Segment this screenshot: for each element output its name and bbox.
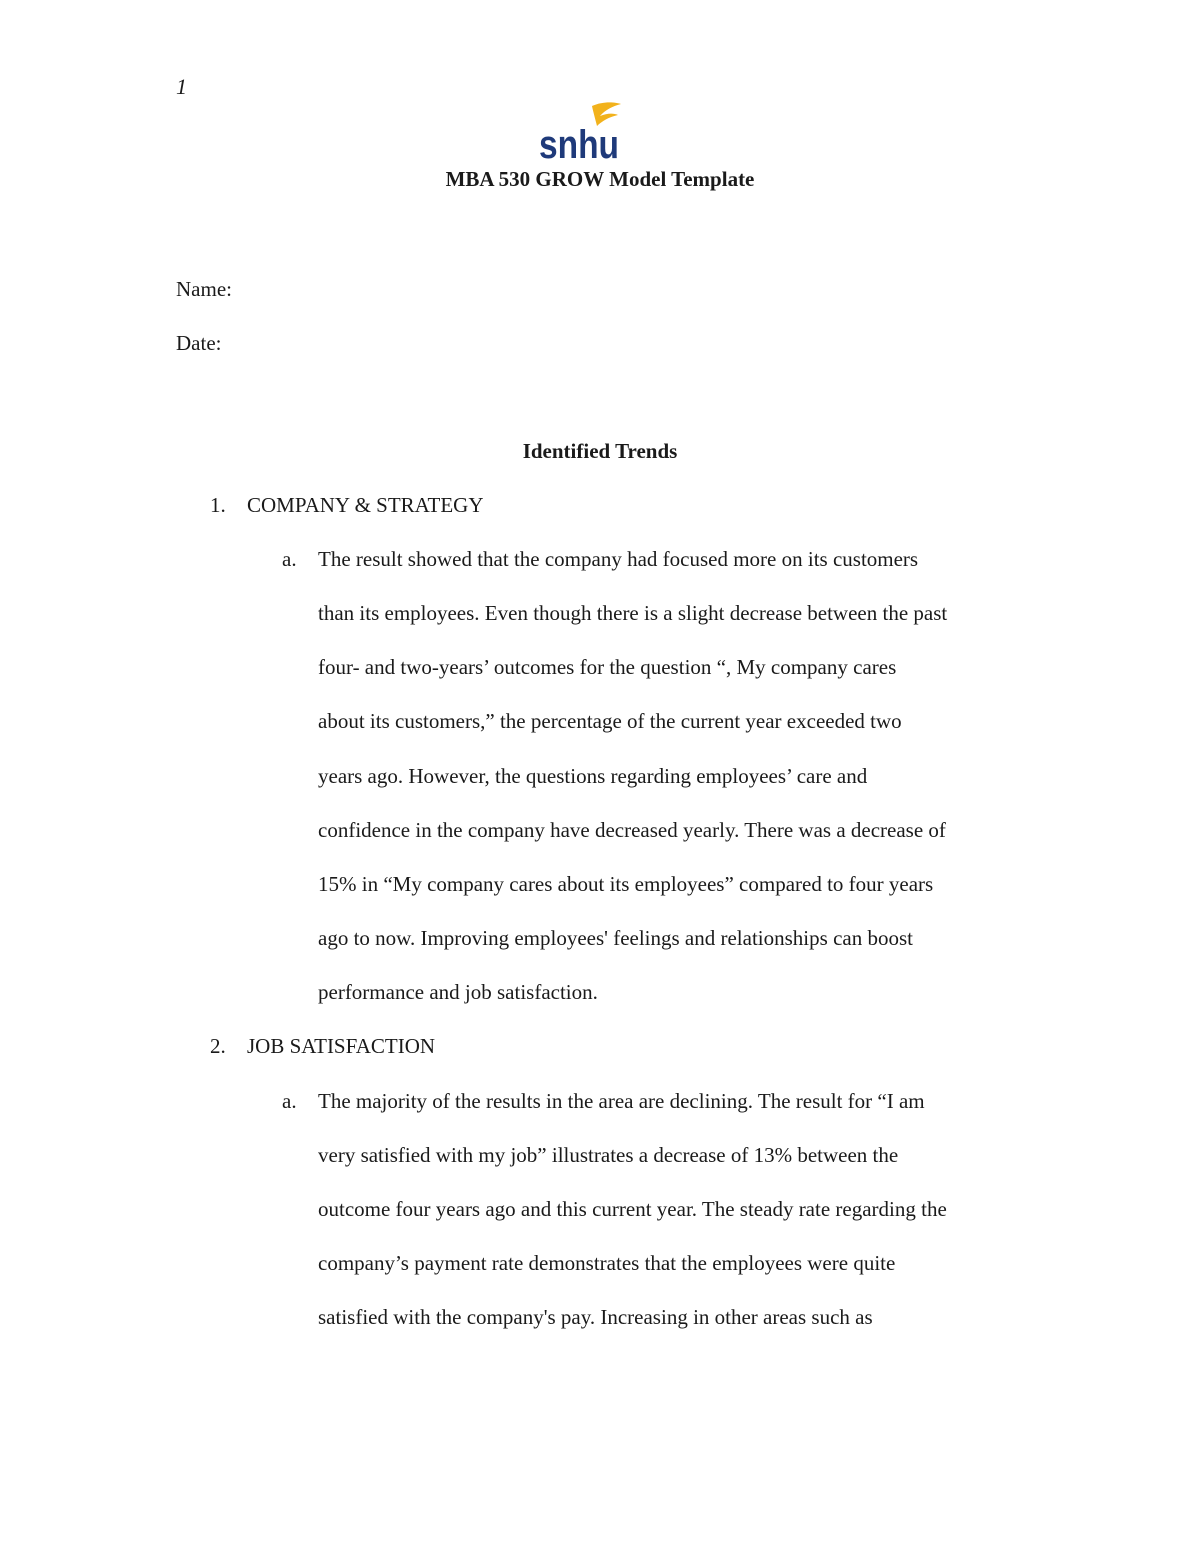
date-field-label: Date: bbox=[176, 331, 222, 355]
snhu-logo bbox=[537, 100, 623, 167]
document-title: MBA 530 GROW Model Template bbox=[445, 167, 755, 191]
paragraph-line: years ago. However, the questions regarding employees’ care and bbox=[318, 764, 868, 788]
paragraph-line: satisfied with the company's pay. Increasing in other areas such as bbox=[318, 1305, 873, 1329]
paragraph-line: The majority of the results in the area are declining. The result for “I am bbox=[318, 1089, 925, 1113]
paragraph-line: ago to now. Improving employees' feelings and relationships can boost bbox=[318, 926, 913, 950]
list-item-number: 1. bbox=[210, 493, 226, 517]
paragraph-line: performance and job satisfaction. bbox=[318, 980, 598, 1004]
paragraph-line: very satisfied with my job” illustrates a decrease of 13% between the bbox=[318, 1143, 899, 1167]
paragraph-line: confidence in the company have decreased yearly. There was a decrease of bbox=[318, 818, 946, 842]
list-item-title: COMPANY & STRATEGY bbox=[247, 493, 484, 517]
sub-item-letter: a. bbox=[282, 1089, 297, 1113]
section-heading: Identified Trends bbox=[522, 439, 678, 463]
list-item-number: 2. bbox=[210, 1034, 226, 1058]
list-item-title: JOB SATISFACTION bbox=[247, 1034, 436, 1058]
name-field-label: Name: bbox=[176, 277, 232, 301]
page-number: 1 bbox=[176, 74, 187, 99]
paragraph-line: outcome four years ago and this current year. The steady rate regarding the bbox=[318, 1197, 947, 1221]
paragraph-line: than its employees. Even though there is a slight decrease between the past bbox=[318, 601, 948, 625]
paragraph-line: four- and two-years’ outcomes for the question “, My company cares bbox=[318, 655, 897, 679]
paragraph-line: 15% in “My company cares about its employees” compared to four years bbox=[318, 872, 934, 896]
logo-wordmark: snhu bbox=[539, 123, 619, 167]
paragraph-line: The result showed that the company had focused more on its customers bbox=[318, 547, 919, 571]
sub-item-letter: a. bbox=[282, 547, 297, 571]
paragraph-line: company’s payment rate demonstrates that the employees were quite bbox=[318, 1251, 896, 1275]
paragraph-line: about its customers,” the percentage of the current year exceeded two bbox=[318, 709, 902, 733]
